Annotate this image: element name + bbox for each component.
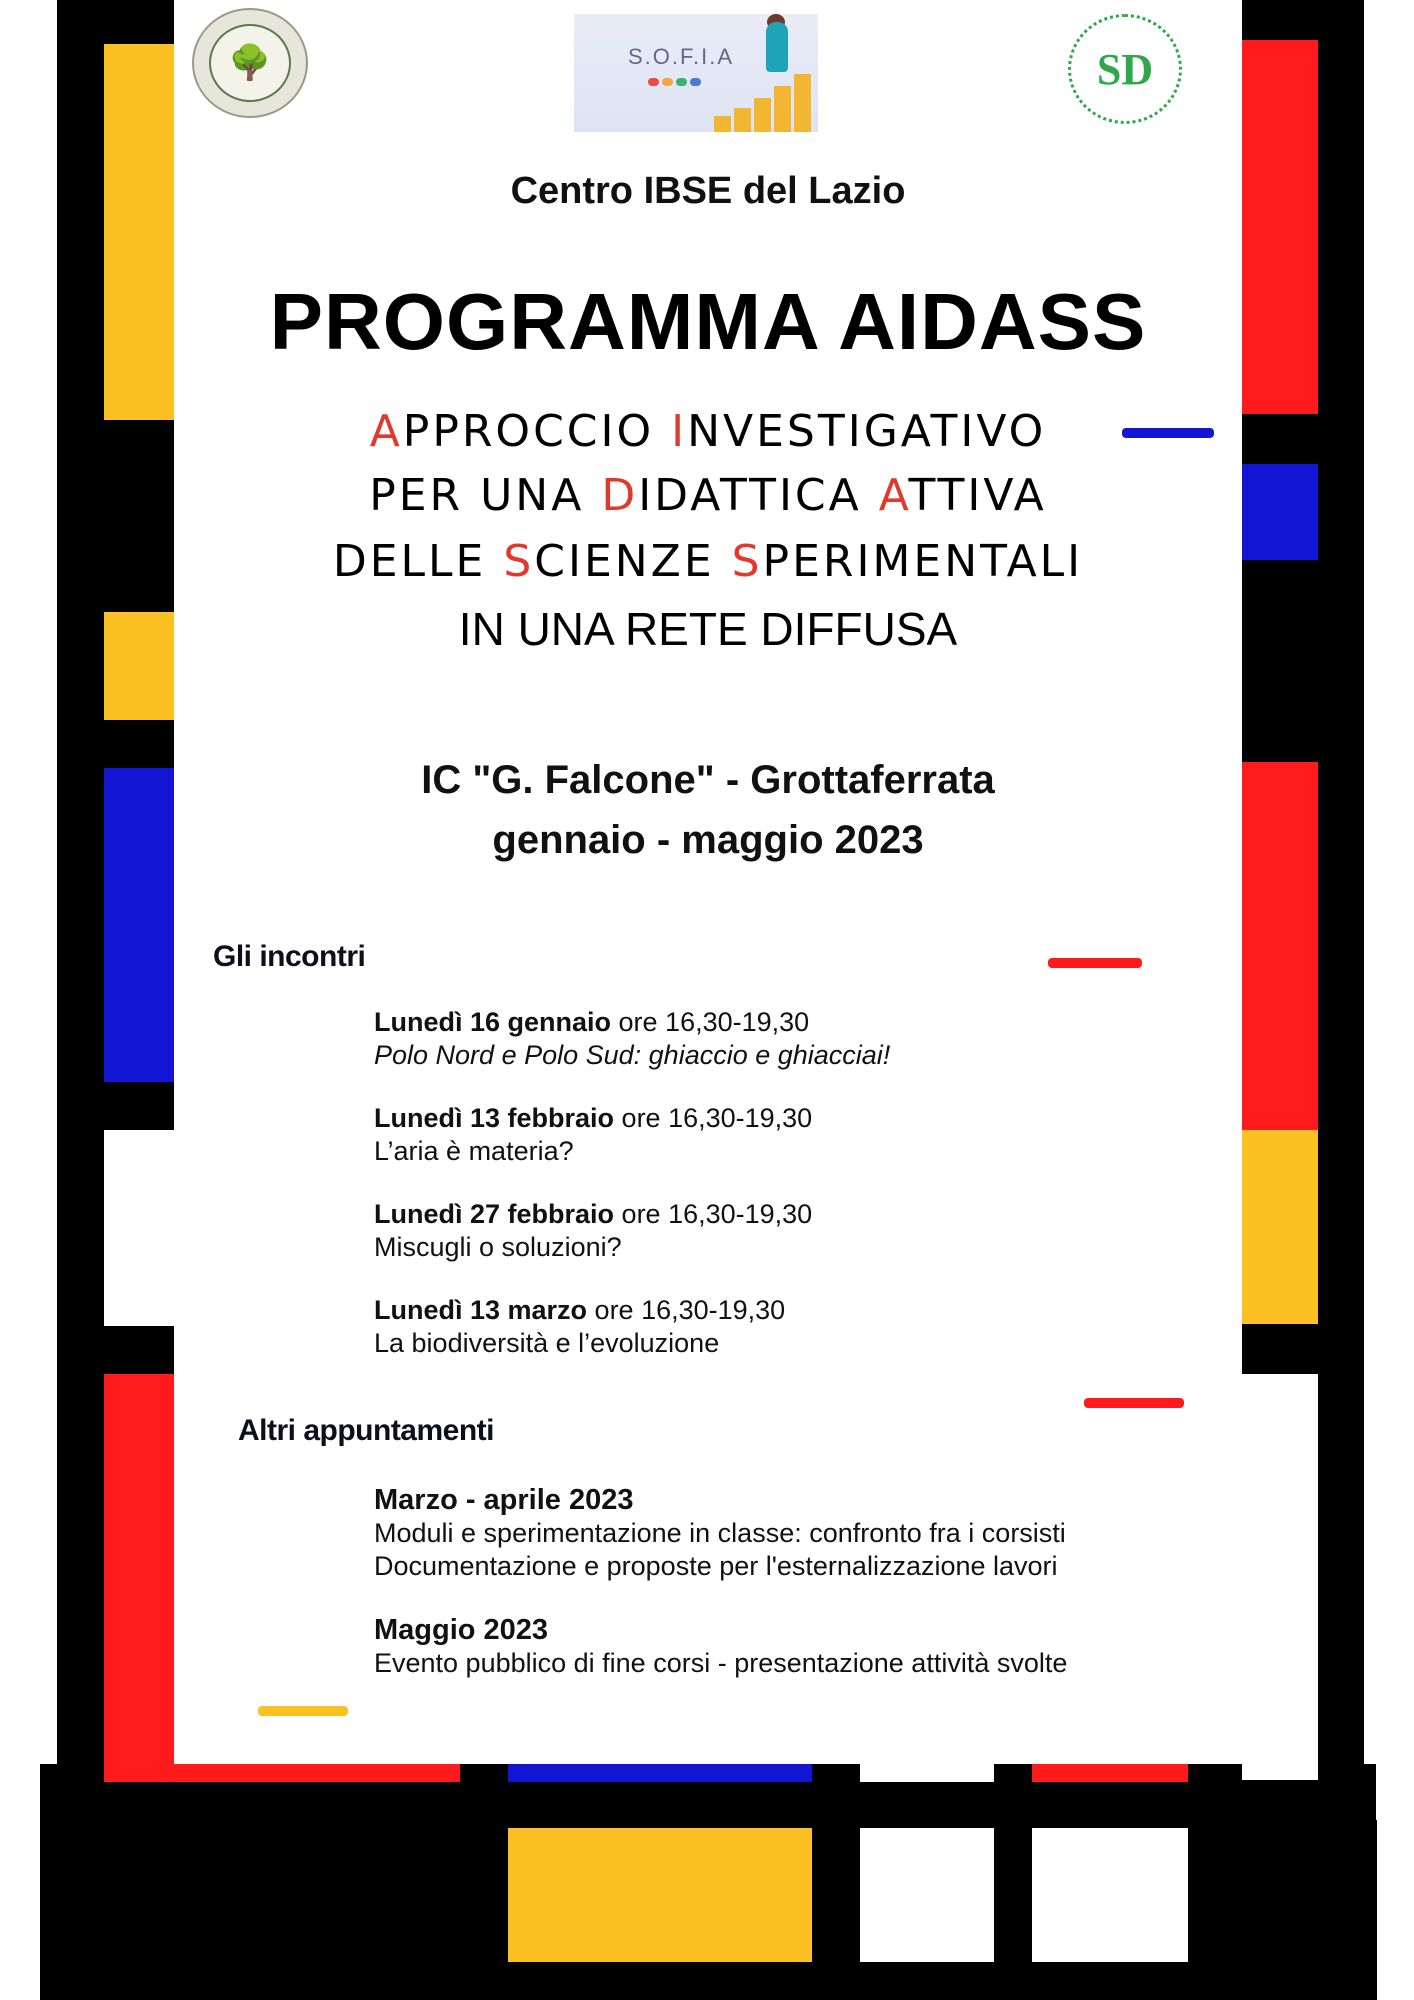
person-icon bbox=[766, 22, 788, 72]
subtitle-text: CIENZE bbox=[534, 536, 732, 587]
bar-4 bbox=[774, 86, 791, 132]
block-white-bottom-1 bbox=[860, 1828, 994, 1962]
subtitle-line-2 bbox=[174, 470, 1242, 521]
sd-logo-icon bbox=[1068, 14, 1182, 124]
anisn-logo bbox=[192, 8, 308, 118]
event-date: Lunedì 16 gennaio bbox=[374, 1007, 612, 1037]
event-date: Lunedì 27 febbraio bbox=[374, 1199, 615, 1229]
subtitle-line-4: IN UNA RETE DIFFUSA bbox=[458, 603, 958, 655]
appointment-line: Evento pubblico di fine corsi - presentazione attività svolte bbox=[374, 1648, 1068, 1678]
event-date-line bbox=[374, 1294, 785, 1327]
center-name: Centro IBSE del Lazio bbox=[510, 170, 906, 212]
subtitle-line-1 bbox=[174, 406, 1242, 457]
event-item bbox=[374, 1006, 890, 1072]
subtitle-initial: S bbox=[503, 536, 535, 587]
period: gennaio - maggio 2023 bbox=[492, 818, 924, 862]
event-time: ore 16,30-19,30 bbox=[611, 1007, 810, 1037]
subtitle-text: PER UNA bbox=[369, 470, 602, 521]
block-blue-right bbox=[1242, 464, 1318, 560]
dash-red-1 bbox=[1048, 958, 1142, 968]
event-description: Polo Nord e Polo Sud: ghiaccio e ghiacciai! bbox=[374, 1040, 891, 1070]
sd-logo-label: SD bbox=[1096, 44, 1154, 94]
sofia-label: S.O.F.I.A bbox=[628, 44, 735, 69]
block-yellow-bottom bbox=[508, 1828, 812, 1962]
bar-1 bbox=[714, 116, 731, 132]
appointment-line: Documentazione e proposte per l'esternalizzazione lavori bbox=[374, 1551, 1058, 1581]
block-yellow-left-mid bbox=[104, 612, 174, 720]
block-white-bottom-2 bbox=[1032, 1828, 1188, 1962]
sofia-dots bbox=[648, 78, 701, 86]
section-title-incontri: Gli incontri bbox=[213, 940, 366, 973]
event-date: Lunedì 13 febbraio bbox=[374, 1103, 615, 1133]
event-date-line bbox=[374, 1006, 890, 1039]
block-red-bottom-left bbox=[104, 1764, 460, 1782]
appointment-item bbox=[374, 1614, 1067, 1680]
bar-3 bbox=[754, 98, 771, 132]
subtitle-text: TTIVA bbox=[908, 470, 1047, 521]
subtitle-line-3 bbox=[174, 536, 1242, 587]
tree-logo-icon: 🌳 bbox=[209, 24, 291, 102]
dash-blue bbox=[1122, 428, 1214, 438]
block-red-right-mid bbox=[1242, 762, 1318, 1130]
event-date: Lunedì 13 marzo bbox=[374, 1295, 588, 1325]
bar-5 bbox=[794, 74, 811, 132]
subtitle-initial: I bbox=[671, 406, 688, 457]
block-yellow-left-top bbox=[104, 44, 174, 420]
subtitle-initial: D bbox=[601, 470, 639, 521]
event-time: ore 16,30-19,30 bbox=[614, 1103, 813, 1133]
subtitle-text: IDATTICA bbox=[638, 470, 879, 521]
block-white-bottom-gap bbox=[860, 1764, 994, 1782]
event-item bbox=[374, 1198, 812, 1264]
subtitle-text: DELLE bbox=[332, 536, 504, 587]
dash-red-2 bbox=[1084, 1398, 1184, 1408]
event-description: Miscugli o soluzioni? bbox=[374, 1232, 622, 1262]
event-time: ore 16,30-19,30 bbox=[614, 1199, 813, 1229]
dash-yellow bbox=[258, 1706, 348, 1716]
event-item bbox=[374, 1102, 812, 1168]
block-blue-bottom bbox=[508, 1764, 812, 1782]
event-date-line bbox=[374, 1198, 812, 1231]
bar-2 bbox=[734, 108, 751, 132]
appointment-date: Maggio 2023 bbox=[374, 1614, 549, 1646]
section-title-altri: Altri appuntamenti bbox=[238, 1414, 495, 1447]
venue: IC "G. Falcone" - Grottaferrata bbox=[421, 758, 995, 802]
appointment-item bbox=[374, 1484, 1066, 1583]
block-red-left-bottom bbox=[104, 1374, 174, 1782]
subtitle-initial: A bbox=[369, 406, 403, 457]
event-item bbox=[374, 1294, 785, 1360]
event-date-line bbox=[374, 1102, 812, 1135]
event-time: ore 16,30-19,30 bbox=[587, 1295, 786, 1325]
subtitle-initial: A bbox=[878, 470, 909, 521]
event-description: La biodiversità e l’evoluzione bbox=[374, 1328, 720, 1358]
subtitle-text: NVESTIGATIVO bbox=[687, 406, 1047, 457]
block-red-right-top bbox=[1242, 40, 1318, 414]
appointment-line: Moduli e sperimentazione in classe: confronto fra i corsisti bbox=[374, 1518, 1066, 1548]
program-title: PROGRAMMA AIDASS bbox=[269, 277, 1147, 366]
block-blue-left bbox=[104, 768, 174, 1082]
subtitle-initial: S bbox=[731, 536, 763, 587]
block-yellow-right bbox=[1242, 1130, 1318, 1324]
block-white-right bbox=[1242, 1374, 1318, 1780]
block-white-left bbox=[104, 1130, 174, 1326]
subtitle-text: PPROCCIO bbox=[402, 406, 672, 457]
block-red-bottom-right bbox=[1032, 1764, 1188, 1782]
event-description: L’aria è materia? bbox=[374, 1136, 574, 1166]
sofia-logo bbox=[574, 14, 818, 132]
appointment-date: Marzo - aprile 2023 bbox=[374, 1484, 634, 1516]
subtitle-text: PERIMENTALI bbox=[762, 536, 1084, 587]
